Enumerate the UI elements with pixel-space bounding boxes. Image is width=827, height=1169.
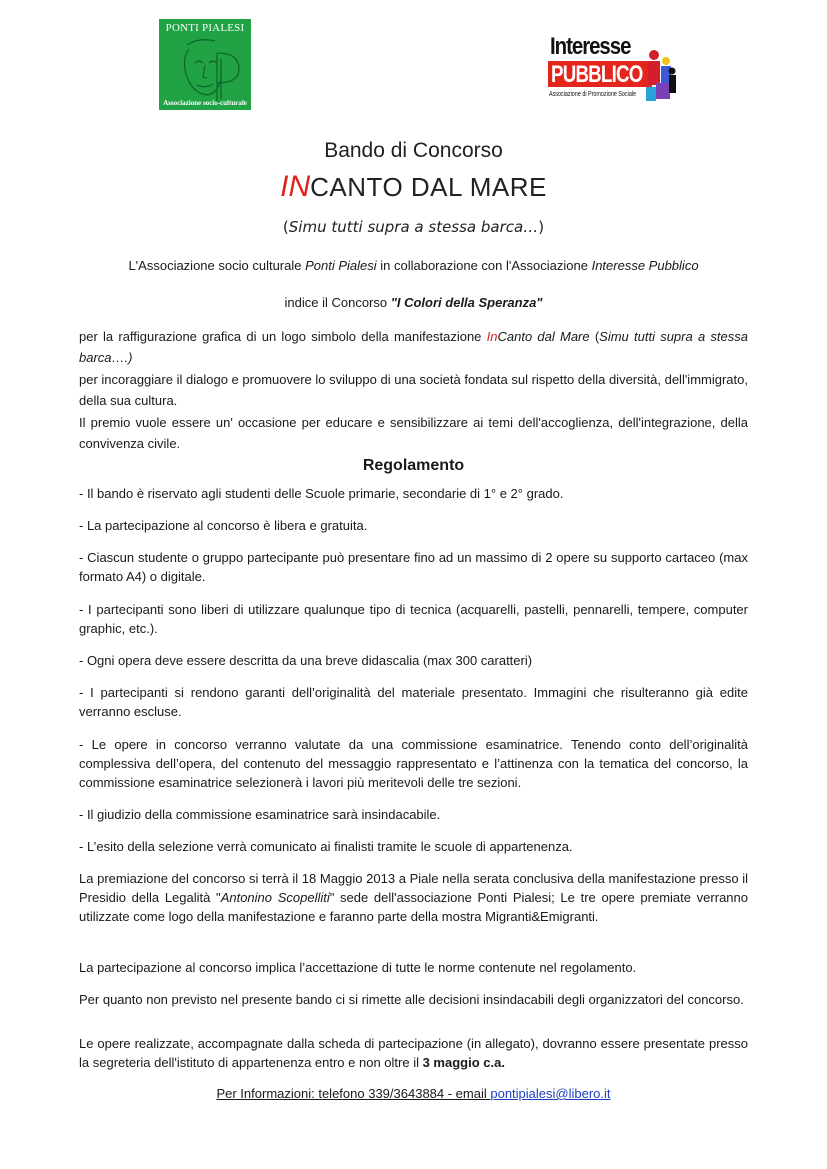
logo-left-subtitle: Associazione socio-culturale: [163, 99, 247, 107]
paragraph-text: " sede dell'associazione Ponti Pialesi; Le tre opere premiate verranno utilizzate come logo della manifestazione e faranno parte della mostra Migranti&Emigranti.: [79, 890, 748, 924]
paragraph-purpose: [79, 326, 748, 368]
rule-item: - Ciascun studente o gruppo partecipante può presentare fino ad un massimo di 2 opere su supporto cartaceo (max formato A4) o digitale.: [79, 550, 748, 584]
rule-item: - Le opere in concorso verranno valutate da una commissione esaminatrice. Tenendo conto dell’originalità complessiva dell’opera, del contenuto del messaggio rappresentato e l’attinenza con la tematica del concorso, la commissione esaminatrice selezionerà i lavori più meritevoli delle tre sezioni.: [79, 737, 748, 790]
logo-right-band: [548, 61, 652, 87]
presidio-name: Antonino Scopelliti: [220, 890, 330, 905]
paragraph-accettazione: La partecipazione al concorso implica l’accettazione di tutte le norme contenute nel regolamento.: [79, 960, 637, 975]
paragraph-consegna: [79, 1034, 748, 1072]
event-title-rest: CANTO DAL MARE: [310, 172, 547, 202]
rule-item: - Ogni opera deve essere descritta da una breve didascalia (max 300 caratteri): [79, 653, 533, 668]
ponti-pialesi-logo: [159, 19, 251, 110]
in-red-text: In: [486, 329, 498, 344]
assoc-name-ponti: Ponti Pialesi: [305, 258, 377, 273]
logo-right-subtitle: Associazione di Promozione Sociale: [549, 89, 637, 98]
page-title: Bando di Concorso: [324, 139, 503, 162]
paragraph-premiazione: [79, 869, 748, 926]
rule-item: - La partecipazione al concorso è libera e gratuita.: [79, 518, 368, 533]
logo-left-title: PONTI PIALESI: [165, 22, 245, 34]
paragraph-text: La premiazione del concorso si terrà il 18 Maggio 2013 a Piale nella serata conclusiva della manifestazione presso il Presidio della Legalità ": [79, 871, 748, 905]
rule-item: - I partecipanti si rendono garanti dell’originalità del materiale presentato. Immagini che risulteranno già edite verranno escluse.: [79, 685, 748, 719]
footer-contact: [0, 1086, 827, 1101]
event-title-in: IN: [280, 170, 311, 203]
assoc-name-interesse: Interesse Pubblico: [591, 258, 699, 273]
subtitle-paren-open: (: [282, 218, 289, 236]
paragraph-text: Le opere realizzate, accompagnate dalla scheda di partecipazione (in allegato), dovranno essere presentate presso la segreteria dell'istituto di appartenenza entro e non oltre il: [79, 1036, 748, 1070]
paragraph-text: per la raffigurazione grafica di un logo simbolo della manifestazione: [79, 329, 487, 344]
paragraph-text: Simu tutti supra a stessa barca….): [79, 329, 748, 365]
intro-associations: [0, 258, 827, 273]
intro-contest: [0, 295, 827, 310]
interesse-pubblico-logo: [548, 33, 680, 105]
rule-item: - L’esito della selezione verrà comunicato ai finalisti tramite le scuole di appartenenza.: [79, 839, 573, 854]
logo-right-band-text: PUBBLICO: [551, 61, 643, 88]
subtitle-paren-close: ): [538, 218, 545, 236]
paragraph-premio: Il premio vuole essere un' occasione per educare e sensibilizzare ai temi dell'accoglienza, dell'integrazione, della convivenza civile.: [79, 415, 748, 451]
deadline-date: 3 maggio c.a.: [422, 1055, 505, 1070]
contest-name: "I Colori della Speranza": [390, 295, 543, 310]
regolamento-title: Regolamento: [362, 457, 465, 474]
intro-text: in collaborazione con l'Associazione: [376, 258, 592, 273]
logo-right-title: Interesse: [550, 33, 631, 60]
subtitle-text: Simu tutti supra a stessa barca…: [288, 218, 539, 236]
paragraph-text: Canto dal Mare: [497, 329, 590, 344]
intro-text: L'Associazione socio culturale: [128, 258, 306, 273]
rule-item: - I partecipanti sono liberi di utilizzare qualunque tipo di tecnica (acquarelli, pastelli, pennarelli, tempere, computer graphic, etc.).: [79, 602, 748, 636]
event-title: [0, 170, 827, 204]
email-link[interactable]: pontipialesi@libero.it: [490, 1086, 611, 1101]
paragraph-text: (: [589, 329, 600, 344]
rule-item: - Il bando è riservato agli studenti delle Scuole primarie, secondarie di 1° e 2° grado.: [79, 486, 564, 501]
paragraph-non-previsto: Per quanto non previsto nel presente bando ci si rimette alle decisioni insindacabili degli organizzatori del concorso.: [79, 992, 744, 1007]
rule-item: - Il giudizio della commissione esaminatrice sarà insindacabile.: [79, 807, 441, 822]
paragraph-dialogue: per incoraggiare il dialogo e promuovere lo sviluppo di una società fondata sul rispetto della diversità, dell'immigrato, della sua cultura.: [79, 372, 748, 408]
people-figures-icon: [642, 47, 678, 105]
intro-text: indice il Concorso: [284, 295, 391, 310]
event-subtitle: [0, 218, 827, 236]
footer-info-text: Per Informazioni: telefono 339/3643884 - email: [216, 1086, 491, 1101]
